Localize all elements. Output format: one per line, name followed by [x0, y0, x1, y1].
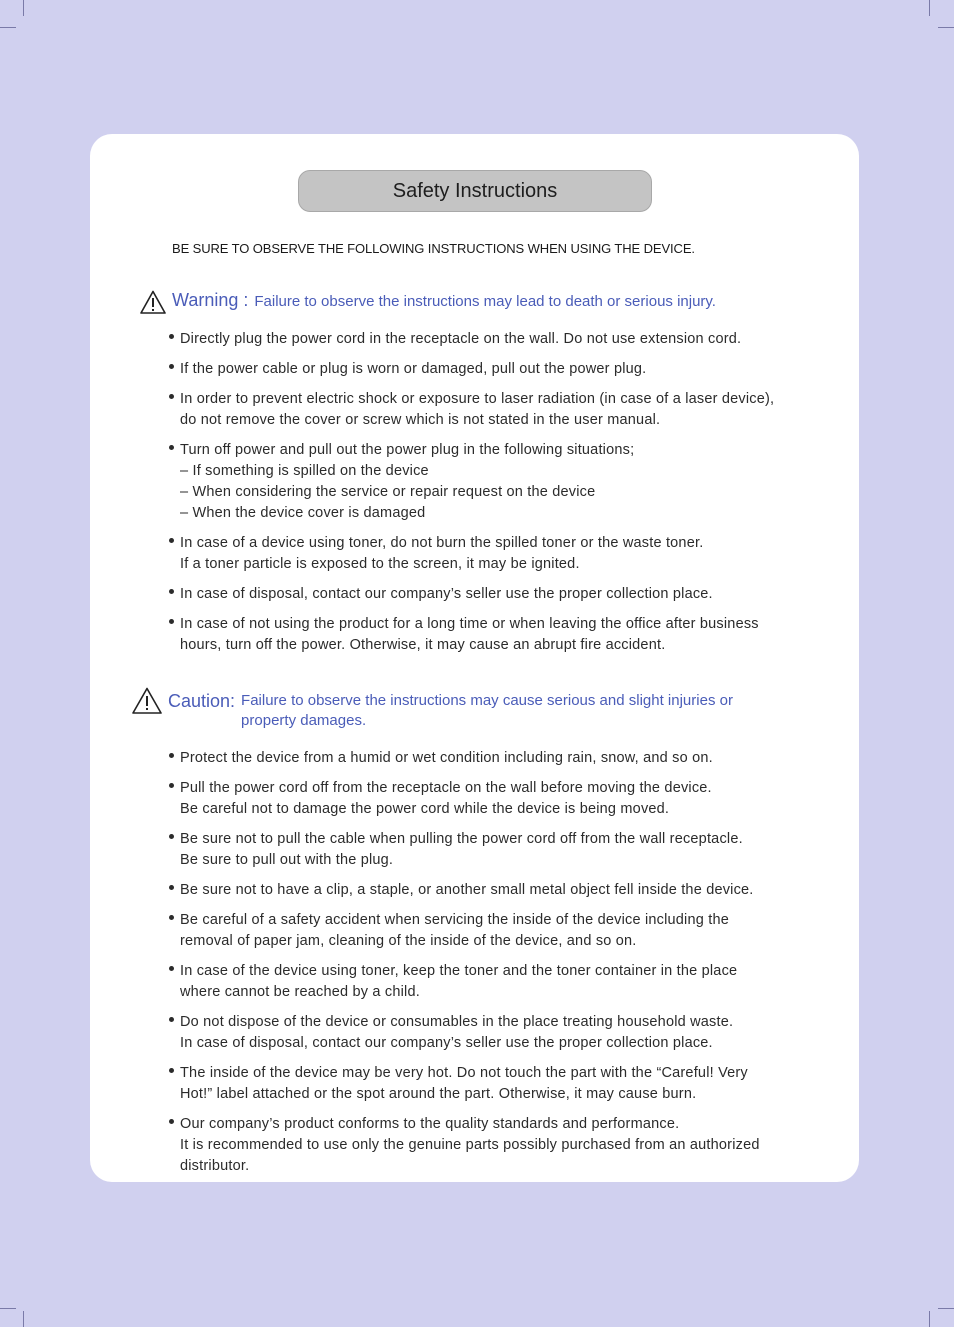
sub-item-text: – When the device cover is damaged	[180, 505, 426, 521]
list-item-text: Our company’s product conforms to the quality standards and performance.	[180, 1116, 680, 1132]
list-item-text: do not remove the cover or screw which is not stated in the user manual.	[180, 412, 661, 428]
list-item	[170, 533, 840, 575]
sub-item-text: – If something is spilled on the device	[180, 463, 429, 479]
warning-triangle-icon	[132, 687, 162, 714]
caution-header	[132, 687, 791, 731]
list-item	[170, 1114, 840, 1177]
warning-list	[170, 329, 840, 665]
list-item-text: Be sure not to have a clip, a staple, or another small metal object fell inside the device.	[180, 882, 754, 898]
list-item	[170, 880, 840, 901]
list-item	[170, 1012, 840, 1054]
crop-mark	[23, 0, 24, 16]
sub-item-text: – When considering the service or repair request on the device	[180, 484, 596, 500]
list-item	[170, 1063, 840, 1105]
list-item-text: removal of paper jam, cleaning of the inside of the device, and so on.	[180, 933, 637, 949]
list-item	[170, 778, 840, 820]
warning-header	[140, 290, 716, 314]
list-item-text: The inside of the device may be very hot. Do not touch the part with the “Careful! Very	[180, 1065, 748, 1081]
crop-mark	[23, 1311, 24, 1327]
list-item-text: In case of the device using toner, keep the toner and the toner container in the place	[180, 963, 738, 979]
list-item	[170, 584, 840, 605]
list-item-text: Be sure to pull out with the plug.	[180, 852, 394, 868]
list-item	[170, 359, 840, 380]
list-item-text: Be careful of a safety accident when servicing the inside of the device including the	[180, 912, 729, 928]
list-item-text: Be careful not to damage the power cord while the device is being moved.	[180, 801, 670, 817]
list-item-text: Pull the power cord off from the receptacle on the wall before moving the device.	[180, 780, 712, 796]
list-item-text: In case of disposal, contact our company’s seller use the proper collection place.	[180, 1035, 713, 1051]
list-item-text: In order to prevent electric shock or exposure to laser radiation (in case of a laser device),	[180, 391, 775, 407]
list-item-text: If the power cable or plug is worn or damaged, pull out the power plug.	[180, 361, 647, 377]
list-item	[170, 614, 840, 656]
crop-mark	[929, 1311, 930, 1327]
list-item-text: Protect the device from a humid or wet condition including rain, snow, and so on.	[180, 750, 713, 766]
list-item-text: hours, turn off the power. Otherwise, it may cause an abrupt fire accident.	[180, 637, 666, 653]
list-item	[170, 389, 840, 431]
warning-description: Failure to observe the instructions may lead to death or serious injury.	[254, 293, 716, 310]
list-item-text: Be sure not to pull the cable when pulling the power cord off from the wall receptacle.	[180, 831, 743, 847]
list-item-text: Turn off power and pull out the power plug in the following situations;	[180, 442, 635, 458]
crop-mark	[938, 1308, 954, 1309]
list-item-text: If a toner particle is exposed to the screen, it may be ignited.	[180, 556, 580, 572]
crop-mark	[929, 0, 930, 16]
list-item-text: Do not dispose of the device or consumables in the place treating household waste.	[180, 1014, 734, 1030]
caution-description: Failure to observe the instructions may cause serious and slight injuries or property damages.	[241, 692, 733, 729]
list-item	[170, 748, 840, 769]
caution-list	[170, 748, 840, 1186]
list-item	[170, 961, 840, 1003]
list-item-text: In case of disposal, contact our company’s seller use the proper collection place.	[180, 586, 713, 602]
list-item-text: In case of not using the product for a long time or when leaving the office after business	[180, 616, 759, 632]
list-item-text: In case of a device using toner, do not burn the spilled toner or the waste toner.	[180, 535, 704, 551]
list-item-text: where cannot be reached by a child.	[180, 984, 420, 1000]
crop-mark	[0, 1308, 16, 1309]
list-item-text: It is recommended to use only the genuine parts possibly purchased from an authorized	[180, 1137, 760, 1153]
list-item-text: Directly plug the power cord in the receptacle on the wall. Do not use extension cord.	[180, 331, 742, 347]
list-item	[170, 440, 840, 524]
caution-label: Caution:	[168, 691, 236, 711]
content-card	[90, 134, 859, 1182]
warning-triangle-icon	[140, 290, 166, 314]
list-item	[170, 910, 840, 952]
warning-label: Warning :	[172, 290, 249, 310]
list-item	[170, 829, 840, 871]
intro-text: BE SURE TO OBSERVE THE FOLLOWING INSTRUCTIONS WHEN USING THE DEVICE.	[172, 241, 695, 256]
crop-mark	[938, 27, 954, 28]
list-item-text: distributor.	[180, 1158, 250, 1174]
list-item-text: Hot!” label attached or the spot around the part. Otherwise, it may cause burn.	[180, 1086, 697, 1102]
list-item	[170, 329, 840, 350]
crop-mark	[0, 27, 16, 28]
page-title: Safety Instructions	[298, 170, 652, 212]
